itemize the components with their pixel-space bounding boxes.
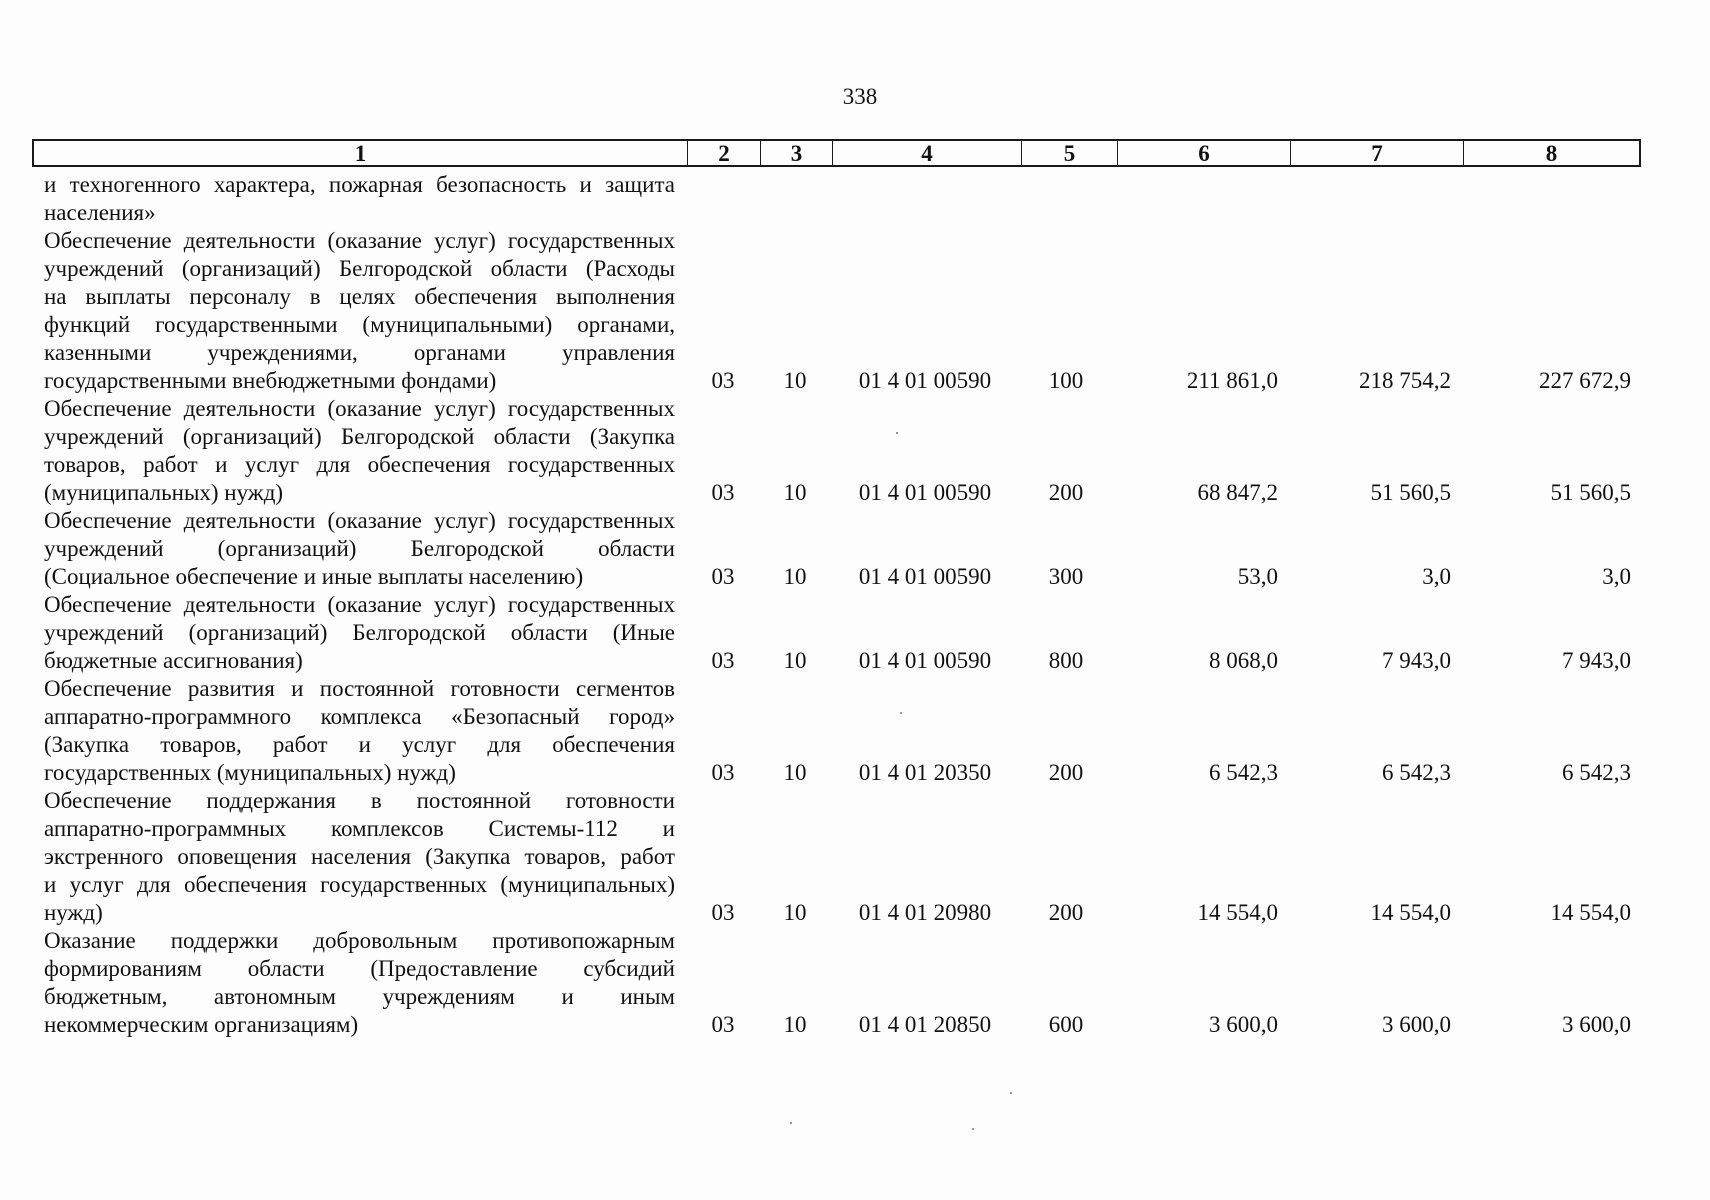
description-line: бюджетные ассигнования): [44, 648, 303, 673]
description-line: товаров, работ и услуг для обеспечения государственных: [44, 452, 675, 477]
expense-type-code: 100: [1048, 368, 1084, 393]
scan-speck: [896, 432, 898, 434]
amount-col-6: 3 600,0: [1209, 1012, 1278, 1037]
header-col-3: 3: [761, 141, 833, 165]
section-code: 03: [711, 760, 735, 785]
description-line: учреждений (организаций) Белгородской области (Расходы: [44, 256, 675, 281]
amount-col-7: 51 560,5: [1370, 480, 1451, 505]
header-col-8: 8: [1545, 141, 1558, 166]
section-code: 03: [711, 480, 735, 505]
page-number: 338: [842, 84, 878, 109]
subsection-code: 10: [783, 900, 807, 925]
expense-type-code: 300: [1048, 564, 1084, 589]
description-line: (муниципальных) нужд): [44, 480, 284, 505]
row-description: [44, 591, 675, 675]
section-code: 03: [711, 368, 735, 393]
scan-speck: [972, 1128, 974, 1130]
row-description: [44, 927, 675, 1039]
header-col-7: 7: [1291, 141, 1464, 165]
section-code: 03: [711, 648, 735, 673]
subsection-code: 10: [783, 480, 807, 505]
header-col-2: 2: [688, 141, 761, 165]
header-col-1: 1: [34, 141, 688, 165]
amount-col-6: 8 068,0: [1209, 648, 1278, 673]
subsection-code: 10: [783, 564, 807, 589]
description-line: экстренного оповещения населения (Закупка товаров, работ: [44, 844, 675, 869]
description-line: казенными учреждениями, органами управления: [44, 340, 675, 365]
description-line: функций государственными (муниципальными) органами,: [44, 312, 675, 337]
amount-col-7: 14 554,0: [1370, 900, 1451, 925]
subsection-code: 10: [783, 760, 807, 785]
amount-col-6: 14 554,0: [1197, 900, 1278, 925]
description-line: Оказание поддержки добровольным противопожарным: [44, 928, 675, 953]
section-code: 03: [711, 564, 735, 589]
row-description: [44, 787, 675, 927]
expense-type-code: 200: [1048, 480, 1084, 505]
table-header: [32, 139, 1641, 167]
row-description: [44, 675, 675, 787]
description-line: учреждений (организаций) Белгородской области (Закупка: [44, 424, 675, 449]
amount-col-8: 3 600,0: [1562, 1012, 1631, 1037]
scan-speck: [790, 1122, 792, 1124]
section-code: 03: [711, 900, 735, 925]
description-line: Обеспечение развития и постоянной готовности сегментов: [44, 676, 675, 701]
expense-type-code: 200: [1048, 900, 1084, 925]
description-line: Обеспечение деятельности (оказание услуг) государственных: [44, 228, 675, 253]
row-description: [44, 507, 675, 591]
amount-col-7: 7 943,0: [1382, 648, 1451, 673]
amount-col-7: 3 600,0: [1382, 1012, 1451, 1037]
amount-col-7: 3,0: [1422, 564, 1451, 589]
row-description: [44, 227, 675, 395]
target-article-code: 01 4 01 00590: [858, 648, 992, 673]
amount-col-8: 14 554,0: [1550, 900, 1631, 925]
description-line: Обеспечение деятельности (оказание услуг) государственных: [44, 396, 675, 421]
description-line: государственных (муниципальных) нужд): [44, 760, 456, 785]
amount-col-6: 6 542,3: [1209, 760, 1278, 785]
description-line: (Закупка товаров, работ и услуг для обеспечения: [44, 732, 675, 757]
description-line: и услуг для обеспечения государственных (муниципальных): [44, 872, 675, 897]
target-article-code: 01 4 01 00590: [858, 368, 992, 393]
amount-col-8: 7 943,0: [1562, 648, 1631, 673]
description-line: (Социальное обеспечение и иные выплаты населению): [44, 564, 584, 589]
description-line: Обеспечение деятельности (оказание услуг) государственных: [44, 592, 675, 617]
amount-col-6: 53,0: [1237, 564, 1278, 589]
expense-type-code: 800: [1048, 648, 1084, 673]
header-col-4: 4: [833, 141, 1022, 165]
target-article-code: 01 4 01 20350: [858, 760, 992, 785]
description-line: нужд): [44, 900, 103, 925]
row-description: [44, 395, 675, 507]
amount-col-6: 68 847,2: [1197, 480, 1278, 505]
amount-col-7: 6 542,3: [1382, 760, 1451, 785]
description-line: учреждений (организаций) Белгородской области: [44, 536, 675, 561]
description-line: бюджетным, автономным учреждениям и иным: [44, 984, 675, 1009]
header-col-6: 6: [1118, 141, 1291, 165]
description-line: на выплаты персоналу в целях обеспечения выполнения: [44, 284, 675, 309]
scan-speck: [900, 712, 902, 714]
description-line: населения»: [44, 200, 156, 225]
header-col-5: 5: [1022, 141, 1118, 165]
amount-col-8: 3,0: [1602, 564, 1631, 589]
subsection-code: 10: [783, 648, 807, 673]
amount-col-8: 6 542,3: [1562, 760, 1631, 785]
description-line: формированиям области (Предоставление субсидий: [44, 956, 675, 981]
amount-col-8: 227 672,9: [1539, 368, 1631, 393]
description-line: аппаратно-программных комплексов Системы-112 и: [44, 816, 675, 841]
target-article-code: 01 4 01 20980: [858, 900, 992, 925]
scan-speck: [1010, 1092, 1012, 1094]
description-line: Обеспечение поддержания в постоянной готовности: [44, 788, 675, 813]
amount-col-6: 211 861,0: [1186, 368, 1278, 393]
row-description: [44, 171, 675, 227]
subsection-code: 10: [783, 368, 807, 393]
target-article-code: 01 4 01 00590: [858, 480, 992, 505]
expense-type-code: 600: [1048, 1012, 1084, 1037]
section-code: 03: [711, 1012, 735, 1037]
description-line: государственными внебюджетными фондами): [44, 368, 497, 393]
subsection-code: 10: [783, 1012, 807, 1037]
expense-type-code: 200: [1048, 760, 1084, 785]
amount-col-8: 51 560,5: [1550, 480, 1631, 505]
target-article-code: 01 4 01 00590: [858, 564, 992, 589]
target-article-code: 01 4 01 20850: [858, 1012, 992, 1037]
description-line: аппаратно-программного комплекса «Безопасный город»: [44, 704, 675, 729]
description-line: Обеспечение деятельности (оказание услуг) государственных: [44, 508, 675, 533]
description-line: некоммерческим организациям): [44, 1012, 359, 1037]
description-line: и техногенного характера, пожарная безопасность и защита: [44, 172, 675, 197]
description-line: учреждений (организаций) Белгородской области (Иные: [44, 620, 675, 645]
amount-col-7: 218 754,2: [1359, 368, 1451, 393]
